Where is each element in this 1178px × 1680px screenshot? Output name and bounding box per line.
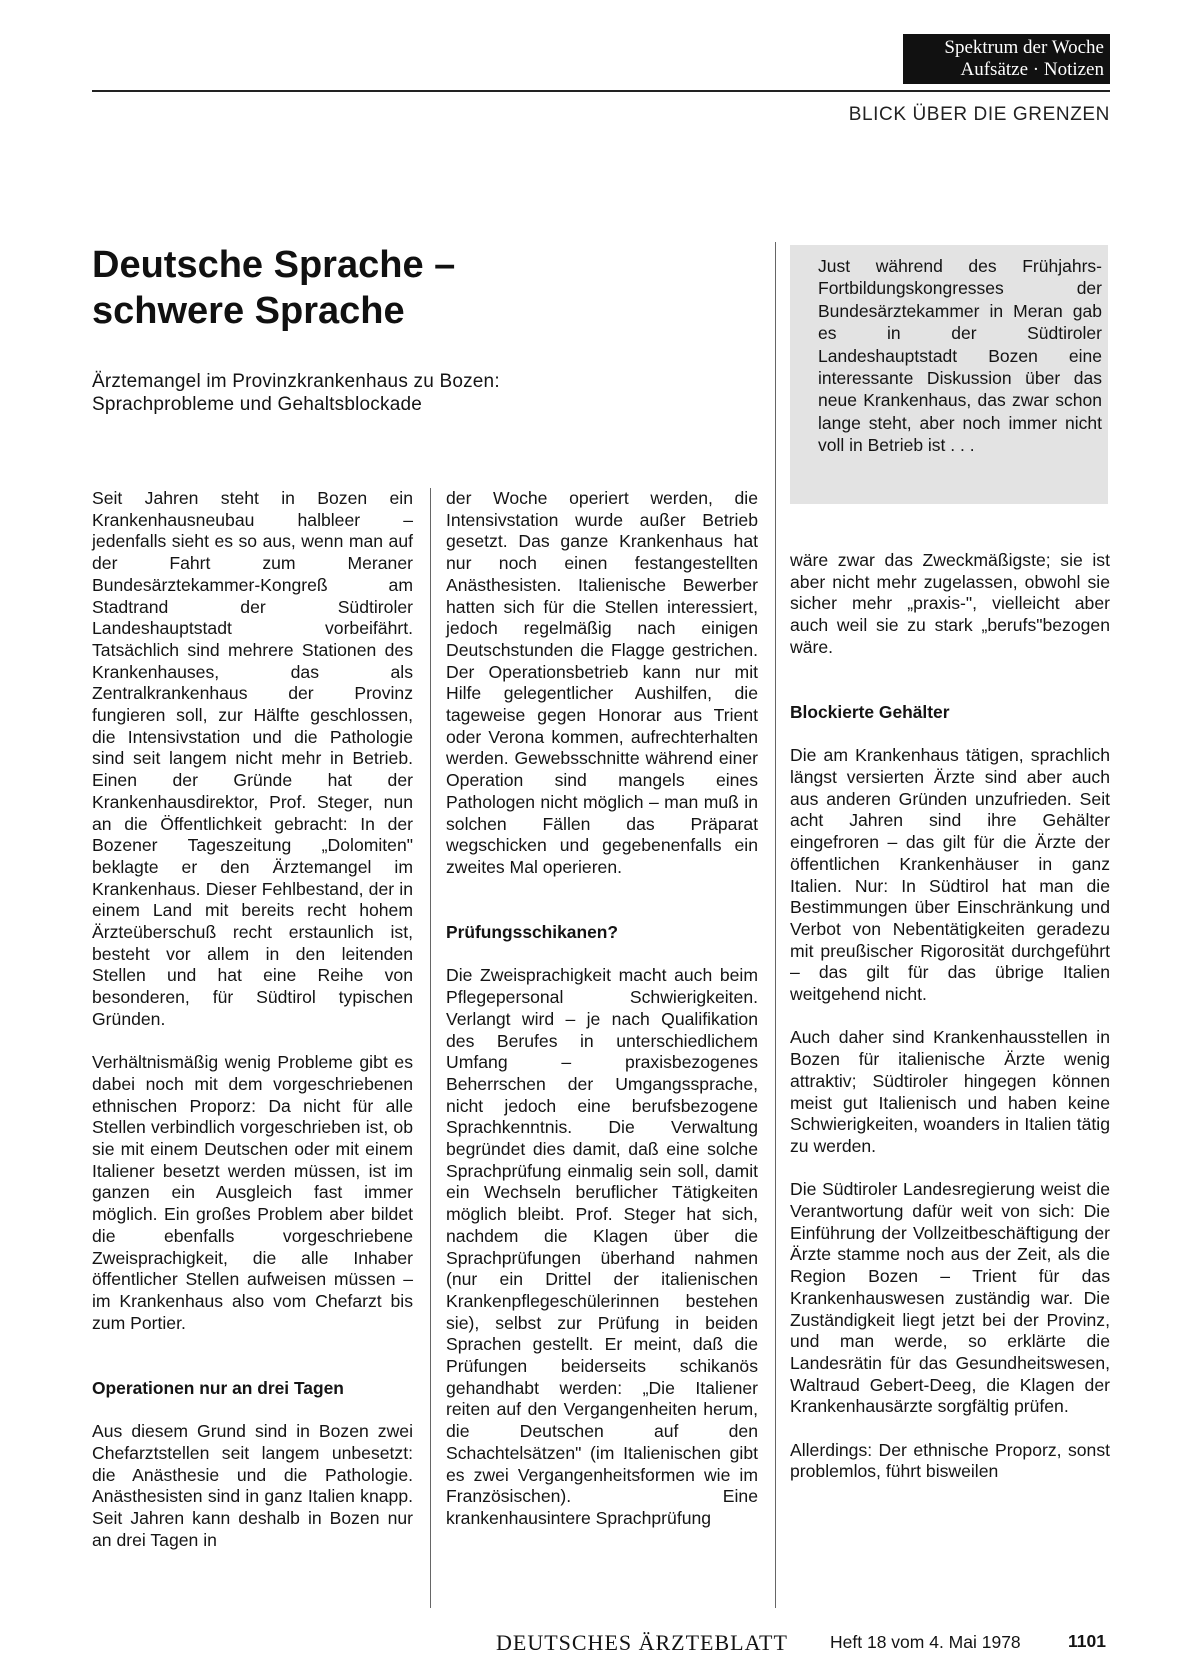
column-divider-2 [775, 242, 776, 1608]
section-label-box [903, 34, 1110, 84]
section-label-line1: Spektrum der Woche [944, 37, 1104, 58]
column-divider-1 [430, 488, 431, 1608]
paragraph: Allerdings: Der ethnische Proporz, sonst problemlos, führt bisweilen [790, 1439, 1110, 1482]
subheading-pruefungsschikanen: Prüfungsschikanen? [446, 922, 619, 943]
header-rule [92, 90, 1110, 92]
paragraph: wäre zwar das Zweckmäßigste; sie ist aber nicht mehr zugelassen, obwohl sie sicher mehr „praxis-", vielleicht aber auch weil sie zu stark „berufs"bezogen wäre. [790, 550, 1110, 657]
footer-issue: Heft 18 vom 4. Mai 1978 [830, 1632, 1021, 1652]
column-1 [92, 488, 413, 1551]
section-label-line2: Aufsätze · Notizen [960, 59, 1104, 80]
paragraph: der Woche operiert werden, die Intensivstation wurde außer Betrieb gesetzt. Das ganze Krankenhaus hat nur noch einen festangestellten Anästhesisten. Italienische Bewerber hatten sich für die Stellen interessiert, jedoch regelmäßig nach einigen Deutschstunden die Flagge gestrichen. Der Operationsbetrieb kann nur mit Hilfe gelegentlicher Aushilfen, die tageweise gegen Honorar aus Trient oder Verona kommen, aufrechterhalten werden. Gewebsschnitte während einer Operation sind mangels eines Pathologen nicht möglich – man muß in solchen Fällen das Präparat wegschicken und gegebenenfalls ein zweites Mal operieren. [446, 488, 758, 877]
article-subtitle-line2: Sprachprobleme und Gehaltsblockade [92, 394, 423, 415]
paragraph: Aus diesem Grund sind in Bozen zwei Chefarztstellen seit langem unbesetzt: die Anästhesie und die Pathologie. Anästhesisten sind in ganz Italien knapp. Seit Jahren kann deshalb in Bozen nur an drei Tagen in [92, 1421, 413, 1550]
paragraph: Verhältnismäßig wenig Probleme gibt es dabei noch mit dem vorgeschriebenen ethnischen Proporz: Da nicht für alle Stellen verbindlich vorgeschrieben ist, ob sie mit einem Deutschen oder mit einem Italiener besetzt werden müssen, ist im ganzen ein Ausgleich fast immer möglich. Ein großes Problem aber bildet die ebenfalls vorgeschriebene Zweisprachigkeit, die alle Inhaber öffentlicher Stellen aufweisen müssen – im Krankenhaus also vom Chefarzt bis zum Portier. [92, 1052, 413, 1333]
article-title-line2: schwere Sprache [92, 290, 405, 332]
article-title-line1: Deutsche Sprache – [92, 244, 456, 286]
section-heading: BLICK ÜBER DIE GRENZEN [848, 104, 1110, 125]
page-number: 1101 [1068, 1631, 1106, 1651]
subheading-operationen: Operationen nur an drei Tagen [92, 1377, 344, 1398]
paragraph: Seit Jahren steht in Bozen ein Krankenhausneubau halbleer – jedenfalls sieht es so aus, wenn man auf der Fahrt zum Meraner Bundesärztekammer-Kongreß am Stadtrand der Südtiroler Landeshauptstadt vorbeifährt. Tatsächlich sind mehrere Stationen des Krankenhauses, das als Zentralkrankenhaus der Provinz fungieren soll, zur Hälfte geschlossen, die Intensivstation und die Pathologie sind seit langem nicht mehr in Betrieb. Einen der Gründe hat der Krankenhausdirektor, Prof. Steger, nun an die Öffentlichkeit gebracht: In der Bozener Tageszeitung „Dolomiten" beklagte er den Ärztemangel im Krankenhaus. Dieser Fehlbestand, der in einem Land mit bereits recht hohem Ärzteüberschuß recht erstaunlich ist, besteht vor allem in den leitenden Stellen und hat eine Reihe von besonderen, für Südtirol typischen Gründen. [92, 488, 413, 1029]
article-subtitle-line1: Ärztemangel im Provinzkrankenhaus zu Bozen: [92, 371, 500, 392]
article-subtitle [92, 370, 612, 416]
paragraph: Die Südtiroler Landesregierung weist die Verantwortung dafür weit von sich: Die Einführung der Vollzeitbeschäftigung der Ärzte stamme noch aus der Zeit, als die Region Bozen – Trient für das Krankenhauswesen zuständig war. Die Zuständigkeit liegt jetzt bei der Provinz, und man werde, so erklärte die Landesrätin für das Gesundheitswesen, Waltraud Gebert-Deeg, die Klagen der Krankenhausärzte sorgfältig prüfen. [790, 1179, 1110, 1417]
article-title [92, 242, 612, 334]
paragraph: Die am Krankenhaus tätigen, sprachlich längst versierten Ärzte sind aber auch aus anderen Gründen unzufrieden. Seit acht Jahren sind ihre Gehälter eingefroren – das gilt für die Ärzte der öffentlichen Krankenhäuser in ganz Italien. Nur: In Südtirol hat man die Bestimmungen über Einschränkung und Verbot von Nebentätigkeiten geradezu mit preußischer Rigorosität durchgeführt – das gilt für das übrige Italien weitgehend nicht. [790, 745, 1110, 1005]
column-3 [790, 550, 1110, 1483]
teaser-box: Just während des Frühjahrs-Fortbildungskongresses der Bundesärztekammer in Meran gab es in der Südtiroler Landeshauptstadt Bozen eine interessante Diskussion über das neue Krankenhaus, das zwar schon lange steht, aber noch immer nicht voll in Betrieb ist . . . [790, 245, 1108, 504]
subheading-blockierte-gehaelter: Blockierte Gehälter [790, 701, 950, 722]
column-2 [446, 488, 758, 1530]
footer-masthead: DEUTSCHES ÄRZTEBLATT [496, 1630, 788, 1655]
paragraph: Die Zweisprachigkeit macht auch beim Pflegepersonal Schwierigkeiten. Verlangt wird – je nach Qualifikation des Berufes in unterschiedlichem Umfang – praxisbezogenes Beherrschen der Umgangssprache, nicht jedoch eine berufsbezogene Sprachkenntnis. Die Verwaltung begründet dies damit, daß eine solche Sprachprüfung einmalig sein soll, damit ein Wechseln beruflicher Tätigkeiten möglich bleibt. Prof. Steger hat sich, nachdem die Klagen über die Sprachprüfungen überhand nahmen (nur ein Drittel der italienischen Krankenpflegeschülerinnen bestehen sie), selbst zur Prüfung in beiden Sprachen gestellt. Er meint, daß die Prüfungen beiderseits schikanös gehandhabt werden: „Die Italiener reiten auf den Vergangenheiten herum, die Deutschen auf den Schachtelsätzen" (im Italienischen gibt es zwei Vergangenheitsformen wie im Französischen). Eine krankenhausintere Sprachprüfung [446, 965, 758, 1528]
paragraph: Auch daher sind Krankenhausstellen in Bozen für italienische Ärzte wenig attraktiv; Südtiroler hingegen können meist gut Italienisch und haben keine Schwierigkeiten, woanders in Italien tätig zu werden. [790, 1027, 1110, 1156]
